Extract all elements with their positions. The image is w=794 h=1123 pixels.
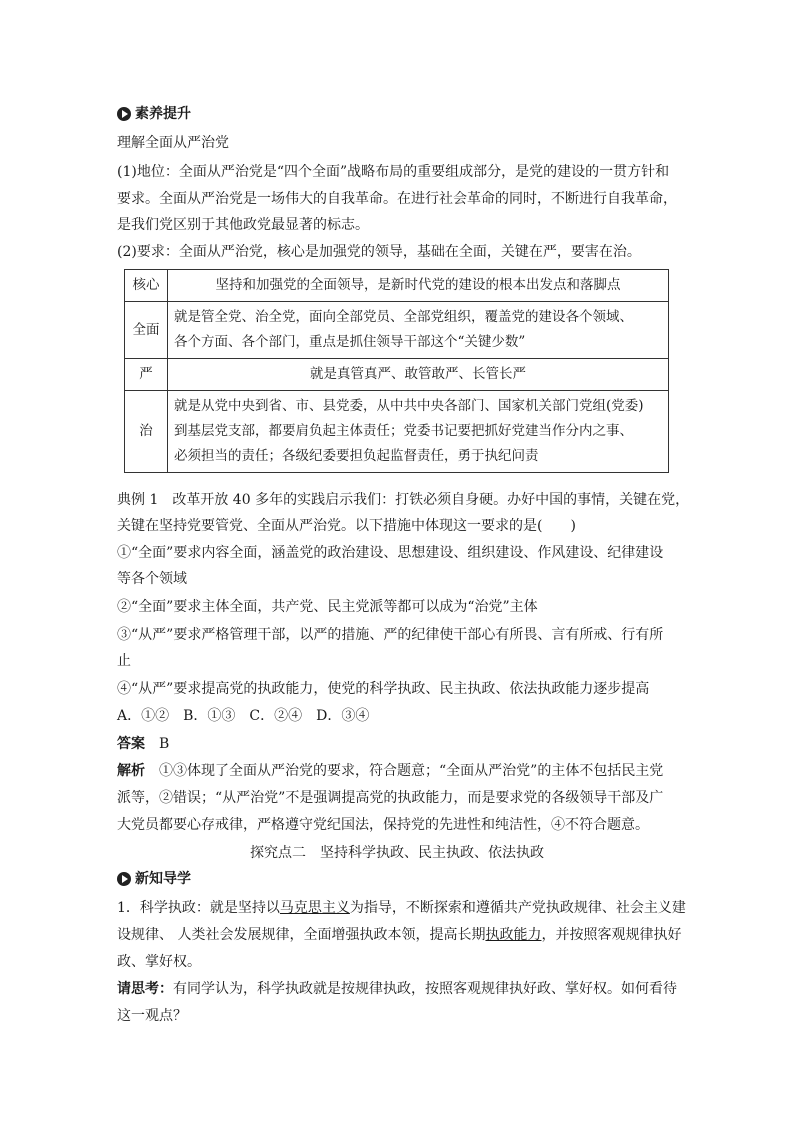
table-cell: 就是从党中央到省、市、县党委，从中共中央各部门、国家机关部门党组(党委) 到基层党支部，都要肩负起主体责任；党委书记要把抓好党建当作分内之事、 必须担当的责任；各级纪委要担负起监督责任，勇于执纪问责	[168, 391, 669, 473]
option-1-line1: ①“全面”要求内容全面，涵盖党的政治建设、思想建设、组织建设、作风建设、纪律建设	[117, 545, 664, 561]
table-row	[125, 270, 669, 302]
option-1-line2: 等各个领域	[117, 571, 187, 587]
analysis-line2: 派等，②错误；“从严治党”不是强调提高党的执政能力，而是要求党的各级领导干部及广	[117, 790, 664, 806]
answer-label: 答案	[117, 736, 145, 752]
option-2: ②“全面”要求主体全面，共产党、民主党派等都可以成为“治党”主体	[117, 599, 538, 615]
option-3-line2: 止	[117, 653, 131, 669]
underlined-term: 执政能力	[485, 927, 542, 943]
underlined-term: 马克思主义	[279, 900, 350, 916]
para1-line1: (1)地位：全面从严治党是“四个全面”战略布局的重要组成部分，是党的建设的一贯方针和	[117, 164, 670, 180]
analysis-line1: 解析 ①③体现了全面从严治党的要求，符合题意；“全面从严治党”的主体不包括民主党	[117, 763, 664, 779]
section-heading-suyang: 素养提升	[117, 104, 191, 124]
para1-line2: 要求。全面从严治党是一场伟大的自我革命。在进行社会革命的同时，不断进行自我革命，	[117, 191, 677, 207]
example-stem-line1: 典例 1 改革开放 40 多年的实践启示我们：打铁必须自身硬。办好中国的事情，关键在党，	[117, 492, 690, 508]
think-line2: 这一观点？	[117, 1008, 187, 1024]
table-cell: 就是管全党、治全党，面向全部党员、全部党组织，覆盖党的建设各个领域、 各个方面、各个部门，重点是抓住领导干部这个“关键少数”	[168, 302, 669, 359]
think-line1: 请思考：有同学认为，科学执政就是按规律执政，按照客观规律执好政、掌好权。如何看待	[117, 981, 677, 997]
table-key: 治	[125, 391, 168, 473]
answer-line	[117, 734, 169, 754]
option-3-line1: ③“从严”要求严格管理干部，以严的措施、严的纪律使干部心有所畏、言有所戒、行有所	[117, 627, 664, 643]
analysis-line3: 大党员都要心存戒律，严格遵守党纪国法，保持党的先进性和纯洁性，④不符合题意。	[117, 817, 649, 833]
example-label: 典例 1	[117, 492, 159, 508]
section2-title: 探究点二 坚持科学执政、民主执政、依法执政	[250, 845, 544, 861]
table-cell: 坚持和加强党的全面领导，是新时代党的建设的根本出发点和落脚点	[168, 270, 669, 302]
table-row	[125, 359, 669, 391]
table-key: 严	[125, 359, 168, 391]
section-heading-xinzhi: 新知导学	[117, 869, 191, 889]
analysis-label: 解析	[117, 763, 145, 779]
item1-line1: 1．科学执政：就是坚持以马克思主义为指导，不断探索和遵循共产党执政规律、社会主义建	[117, 900, 686, 916]
table-key: 核心	[125, 270, 168, 302]
example-stem-line2: 关键在坚持党要管党、全面从严治党。以下措施中体现这一要求的是( )	[117, 518, 576, 534]
play-circle-icon	[117, 107, 131, 121]
answer-value: B	[159, 736, 170, 752]
requirements-table	[124, 269, 669, 473]
table-key: 全面	[125, 302, 168, 359]
play-circle-icon	[117, 872, 131, 886]
para2: (2)要求：全面从严治党，核心是加强党的领导，基础在全面，关键在严，要害在治。	[117, 244, 641, 260]
think-label: 请思考：	[117, 981, 173, 997]
item1-line2: 设规律、 人类社会发展规律，全面增强执政本领，提高长期执政能力，并按照客观规律执好	[117, 927, 682, 943]
option-4: ④“从严”要求提高党的执政能力，使党的科学执政、民主执政、依法执政能力逐步提高	[117, 681, 650, 697]
topic-title: 理解全面从严治党	[117, 135, 229, 151]
table-row	[125, 391, 669, 473]
table-row	[125, 302, 669, 359]
item1-line3: 政、掌好权。	[117, 954, 201, 970]
para1-line3: 是我们党区别于其他政党最显著的标志。	[117, 217, 369, 233]
table-cell: 就是真管真严、敢管敢严、长管长严	[168, 359, 669, 391]
answer-choices: A．①② B．①③ C．②④ D．③④	[117, 708, 370, 724]
